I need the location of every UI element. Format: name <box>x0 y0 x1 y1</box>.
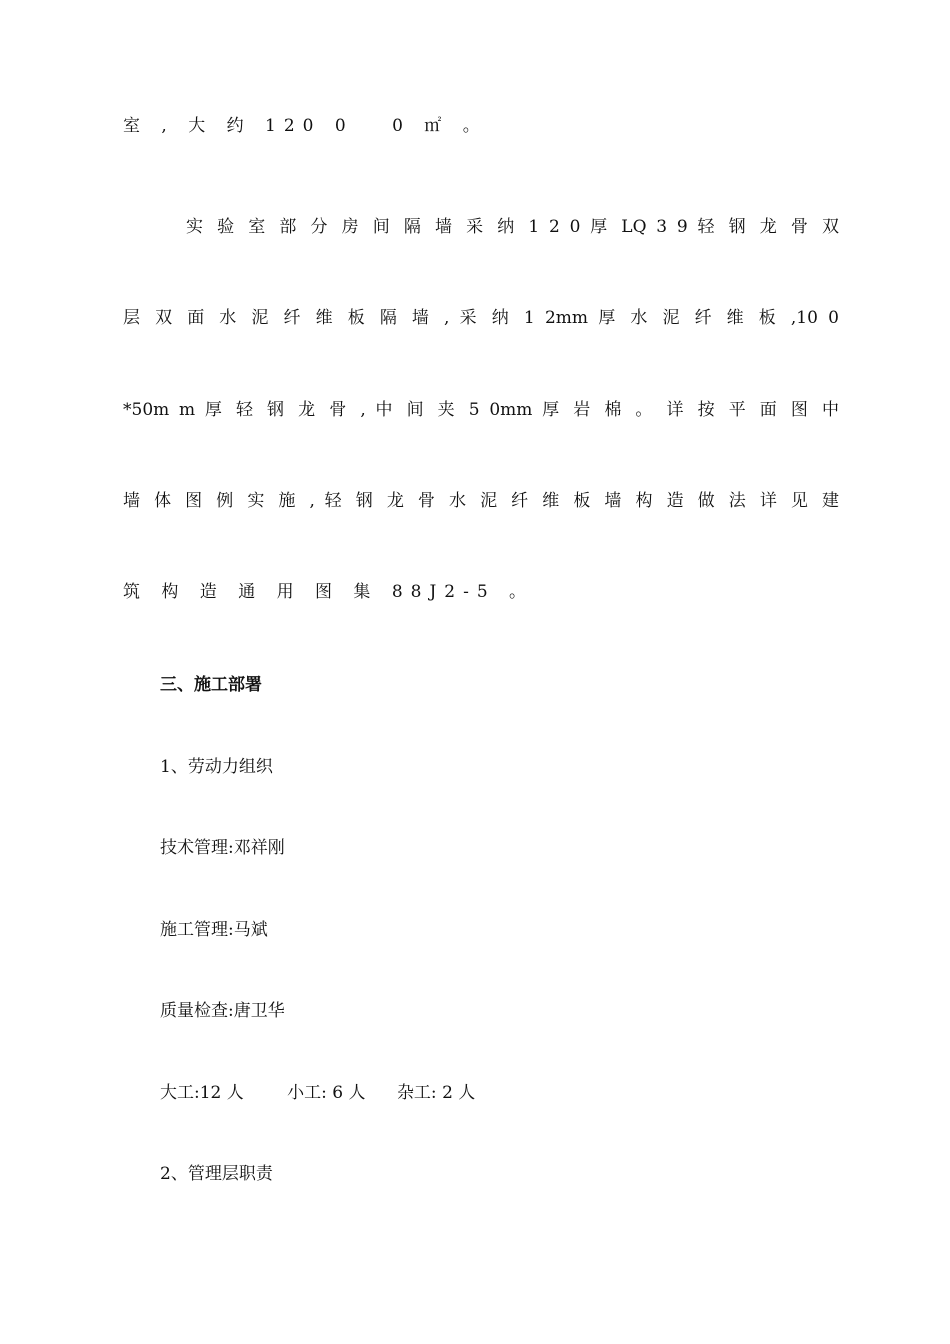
paragraph-1-line-1: 室 , 大 约 120 0 0 ㎡ 。 <box>123 116 488 136</box>
tech-manager-line: 技术管理:邓祥刚 <box>160 838 285 858</box>
paragraph-2-line-2: 层 双 面 水 泥 纤 维 板 隔 墙 , 采 纳 1 2mm 厚 水 泥 纤 维 板 ,10 0 <box>123 308 839 328</box>
item-1-title: 1、劳动力组织 <box>160 757 273 777</box>
paragraph-2-line-4: 墙 体 图 例 实 施 , 轻 钢 龙 骨 水 泥 纤 维 板 墙 构 造 做 法 详 见 建 <box>123 491 839 511</box>
section-heading: 三、施工部署 <box>160 675 262 695</box>
staff-skilled: 大工:12 人 <box>160 1083 244 1103</box>
paragraph-2-line-3: *50m m 厚 轻 钢 龙 骨 , 中 间 夹 5 0mm 厚 岩 棉 。 详 按 平 面 图 中 <box>123 400 839 420</box>
quality-inspection-line: 质量检查:唐卫华 <box>160 1001 285 1021</box>
construction-manager-line: 施工管理:马斌 <box>160 920 268 940</box>
staff-row <box>160 1081 475 1105</box>
staff-unskilled: 小工: 6 人 <box>287 1083 366 1103</box>
staff-misc: 杂工: 2 人 <box>396 1083 476 1103</box>
item-2-title: 2、管理层职责 <box>160 1164 273 1184</box>
paragraph-2-line-5: 筑 构 造 通 用 图 集 88J2-5 。 <box>123 582 535 602</box>
paragraph-2-line-1: 实 验 室 部 分 房 间 隔 墙 采 纳 1 2 0 厚 LQ 3 9 轻 钢 龙 骨 双 <box>186 217 839 237</box>
